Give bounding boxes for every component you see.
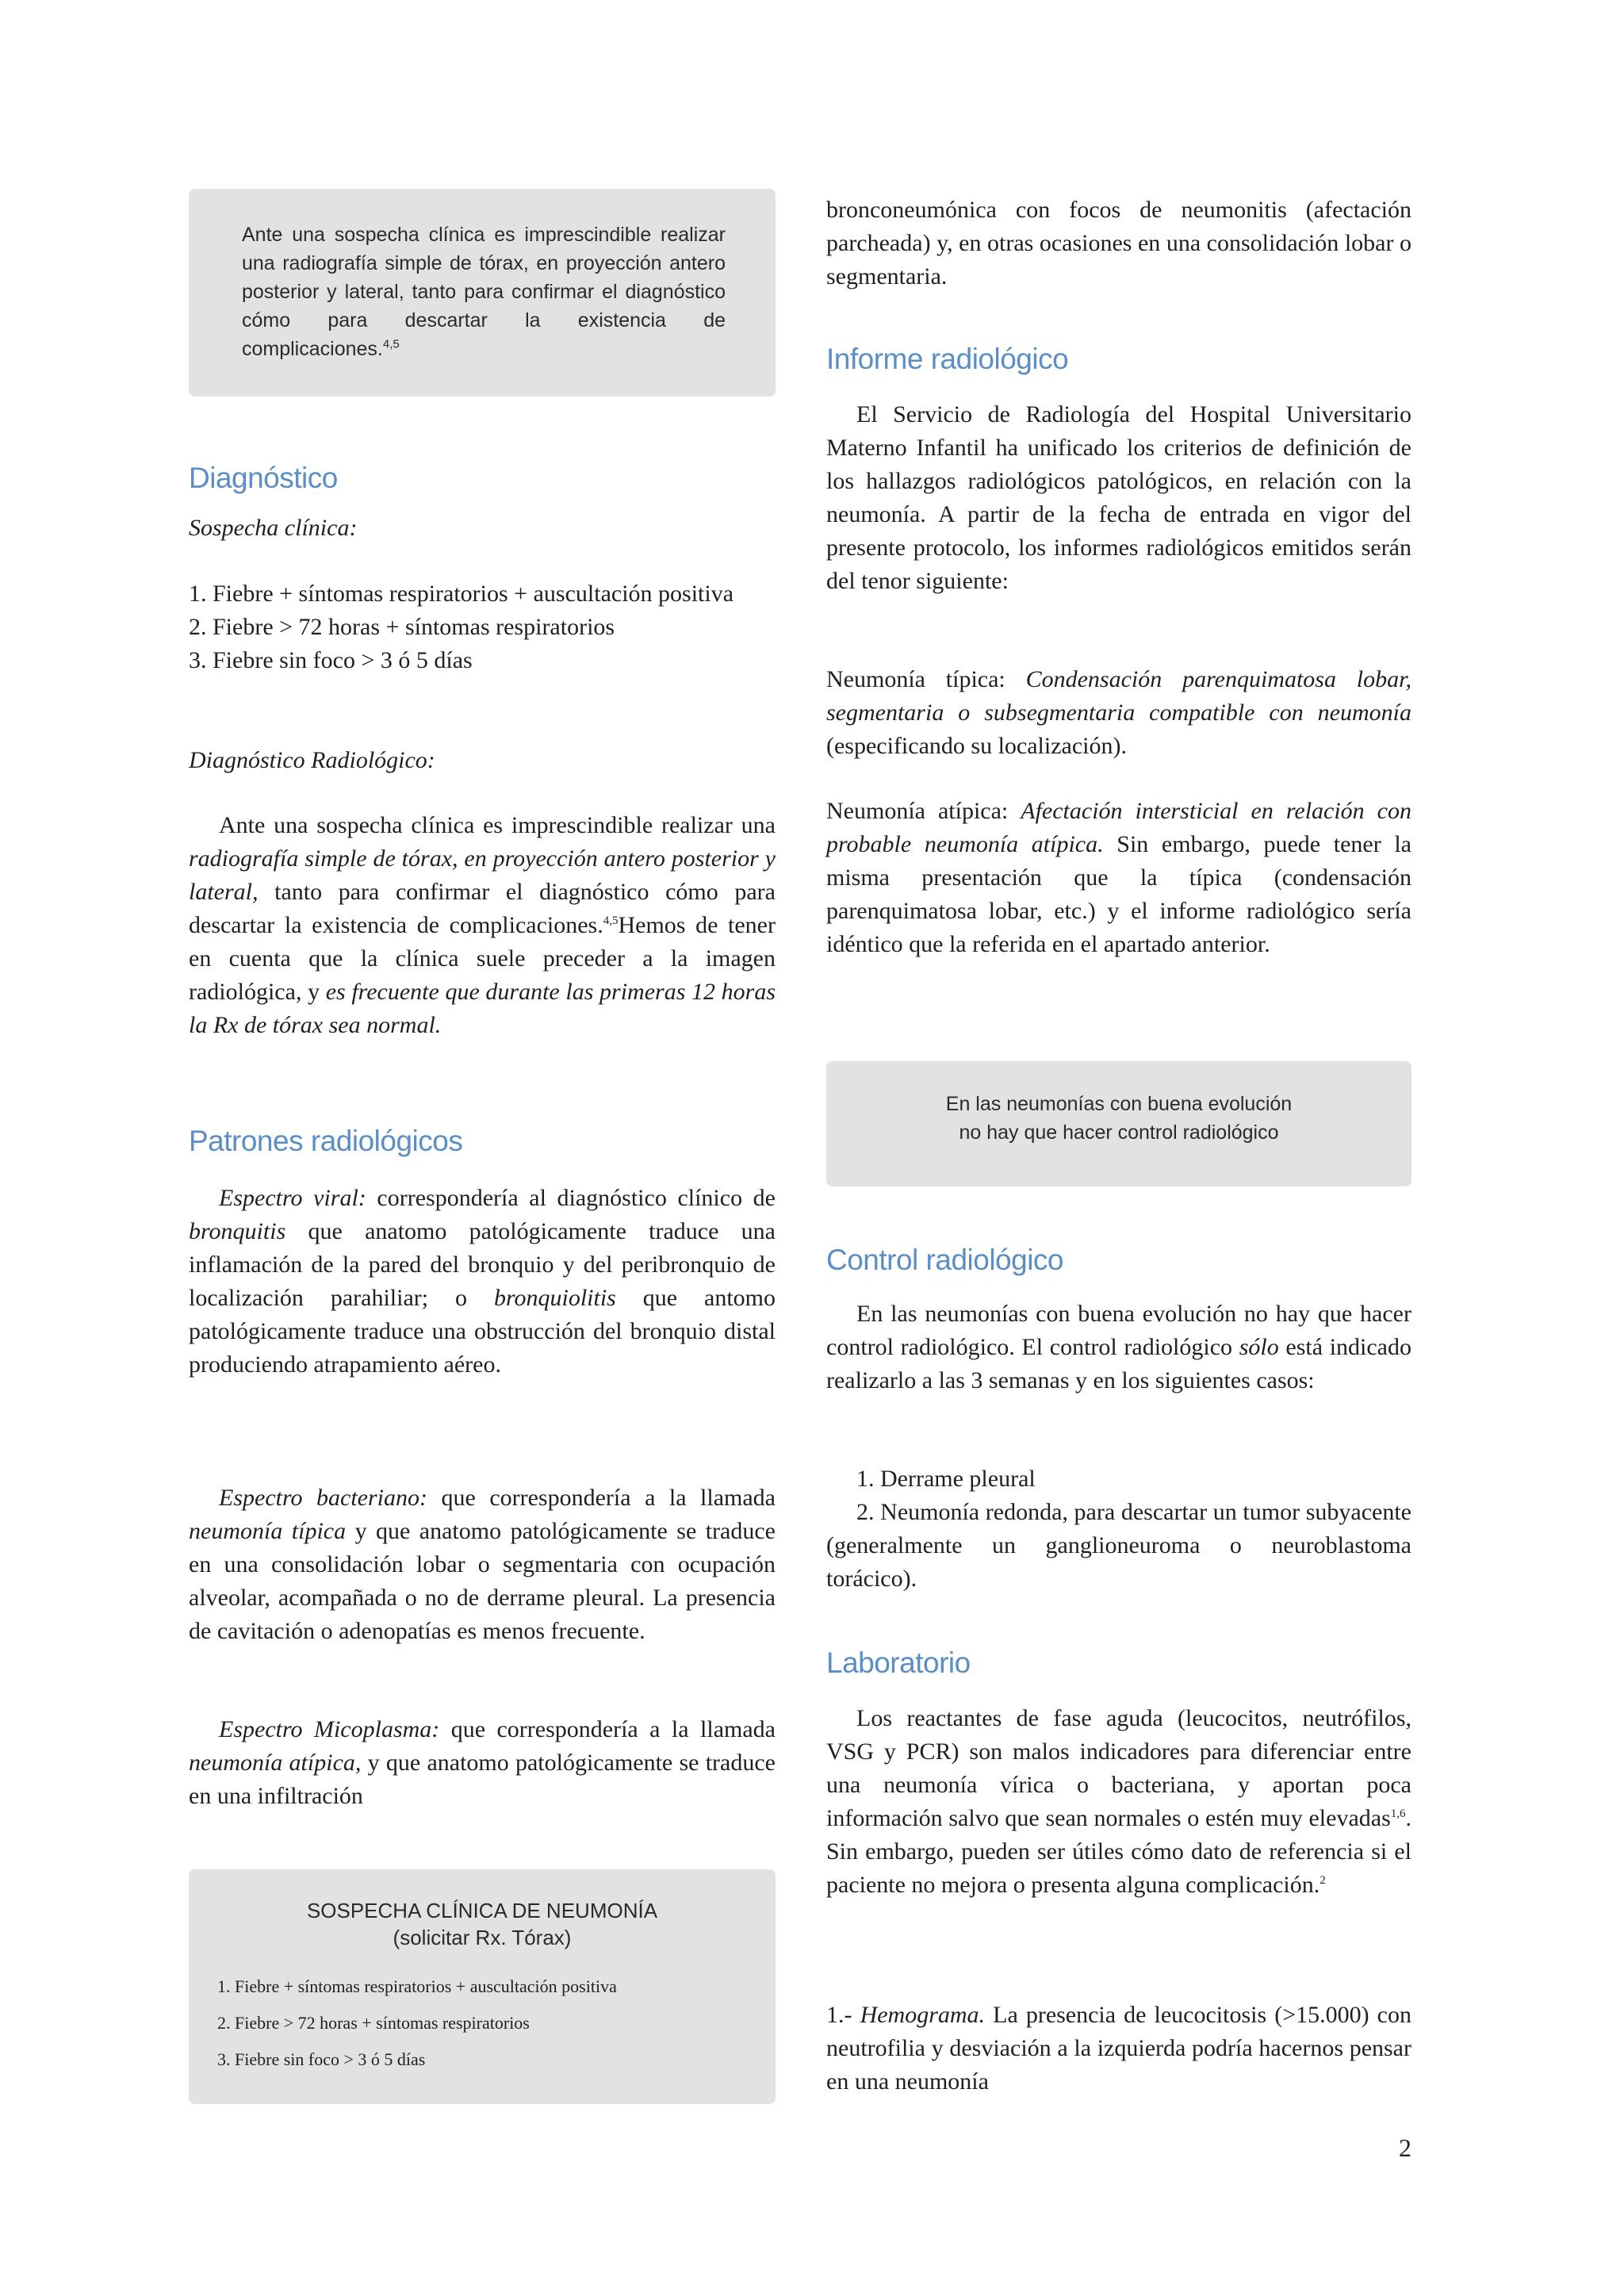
box-subtitle: (solicitar Rx. Tórax): [393, 1926, 572, 1949]
text-run: . Sin embargo, pueden ser útiles cómo dato de referencia si el paciente no mejora o presenta alguna complicación.: [826, 1805, 1411, 1898]
text-run-italic: Espectro viral:: [219, 1185, 366, 1211]
callout-top-sup: 4,5: [382, 337, 400, 351]
paragraph-intro-right: bronconeumónica con focos de neumonitis (afectación parcheada) y, en otras ocasiones en una consolidación lobar o segmentaria.: [826, 197, 1411, 289]
callout-top-body: Ante una sospecha clínica es imprescindible realizar una radiografía simple de tórax, en proyección antero posterior y lateral, tanto para confirmar el diagnóstico cómo para descartar la existencia de complicaciones.: [242, 224, 726, 360]
box-item-1: 1. Fiebre + síntomas respiratorios + auscultación positiva: [217, 1976, 617, 1996]
text-run-italic: sólo: [1239, 1334, 1279, 1360]
box-item-2: 2. Fiebre > 72 horas + síntomas respiratorios: [217, 2013, 530, 2033]
paragraph-informe: El Servicio de Radiología del Hospital Universitario Materno Infantil ha unificado los criterios de definición de los hallazgos radiológicos patológicos, en relación con la neumonía. A partir de la fecha de entrada en vigor del presente protocolo, los informes radiológicos emitidos serán del tenor siguiente:: [826, 401, 1411, 594]
heading-informe-radiologico: Informe radiológico: [826, 343, 1069, 375]
text-run-italic: Espectro bacteriano:: [219, 1485, 427, 1511]
sospecha-item-3: 3. Fiebre sin foco > 3 ó 5 días: [189, 647, 473, 673]
text-run: Hemos de tener en cuenta que la clínica suele preceder a la imagen radiológica, y: [189, 912, 776, 1005]
box-item-3: 3. Fiebre sin foco > 3 ó 5 días: [217, 2049, 426, 2069]
subheading-sospecha-clinica: Sospecha clínica:: [189, 515, 358, 541]
text-run: Ante una sospecha clínica es imprescindible realizar una: [219, 812, 776, 838]
paragraph-hemograma: [826, 1999, 1411, 2099]
text-run: y que anatomo patológicamente se traduce en una infiltración: [189, 1750, 776, 1809]
superscript: 2: [1320, 1874, 1326, 1887]
paragraph-espectro-viral: [189, 1182, 776, 1382]
text-run: Los reactantes de fase aguda (leucocitos, neutrófilos, VSG y PCR) son malos indicadores para diferenciar entre una neumonía vírica o bacteriana, y aportan poca información salvo que sean normales o estén muy elevadas: [826, 1705, 1411, 1831]
text-run: Neumonía atípica:: [826, 798, 1021, 824]
subheading-diagnostico-radiologico: Diagnóstico Radiológico:: [189, 747, 435, 773]
text-run: está indicado realizarlo a las 3 semanas y en los siguientes casos:: [826, 1334, 1411, 1393]
text-run-italic: Afectación intersticial en relación con probable neumonía atípica.: [826, 798, 1411, 857]
text-run: (especificando su localización).: [826, 733, 1127, 759]
box-title: SOSPECHA CLÍNICA DE NEUMONÍA: [306, 1899, 658, 1922]
sospecha-item-1: 1. Fiebre + síntomas respiratorios + auscultación positiva: [189, 581, 734, 607]
text-run-italic: es frecuente que durante las primeras 12 horas la Rx de tórax sea normal.: [189, 979, 776, 1038]
text-run-italic: neumonía atípica,: [189, 1750, 362, 1776]
superscript: 1,6: [1390, 1807, 1406, 1820]
text-run: La presencia de leucocitosis (>15.000) con neutrofilia y desviación a la izquierda podría hacernos pensar en una neumonía: [826, 2002, 1411, 2095]
heading-laboratorio: Laboratorio: [826, 1646, 971, 1679]
page-number: 2: [1399, 2133, 1411, 2162]
callout-mid-line1: En las neumonías con buena evolución: [945, 1093, 1293, 1115]
text-run: que antomo patológicamente traduce una obstrucción del bronquio distal produciendo atrapamiento aéreo.: [189, 1285, 776, 1378]
text-run: y que anatomo patológicamente se traduce en una consolidación lobar o segmentaria con ocupación alveolar, acompañada o no de derrame pleural. La presencia de cavitación o adenopatías es menos frecuente.: [189, 1518, 776, 1644]
sospecha-item-2: 2. Fiebre > 72 horas + síntomas respiratorios: [189, 614, 615, 640]
heading-diagnostico: Diagnóstico: [189, 462, 338, 494]
text-run-italic: Espectro Micoplasma:: [219, 1716, 440, 1742]
text-run: correspondería al diagnóstico clínico de: [366, 1185, 776, 1211]
text-run: En las neumonías con buena evolución no hay que hacer control radiológico. El control radiológico: [826, 1301, 1411, 1360]
text-run: que correspondería a la llamada: [427, 1485, 776, 1511]
callout-mid-text: [826, 1090, 1411, 1147]
text-run: que correspondería a la llamada: [439, 1716, 776, 1742]
paragraph-espectro-micoplasma: [189, 1713, 776, 1813]
sospecha-list: [189, 577, 776, 677]
heading-patrones-radiologicos: Patrones radiológicos: [189, 1125, 463, 1157]
text-run-italic: Hemograma.: [860, 2002, 986, 2028]
box-list: [189, 1968, 776, 2078]
text-run: 1.-: [826, 2002, 860, 2028]
text-run-italic: bronquitis: [189, 1218, 286, 1244]
paragraph-diagnostico-radiologico: [189, 809, 776, 1042]
text-run: que anatomo patológicamente traduce una inflamación de la pared del bronquio y del peribronquio de localización parahiliar; o: [189, 1218, 776, 1311]
text-run: Neumonía típica:: [826, 666, 1026, 692]
control-item-2: 2. Neumonía redonda, para descartar un tumor subyacente (generalmente un ganglioneuroma o neuroblastoma torácico).: [826, 1499, 1411, 1592]
paragraph-neumonia-atipica: [826, 795, 1411, 961]
text-run-italic: neumonía típica: [189, 1518, 347, 1544]
callout-top-text: [242, 220, 726, 363]
heading-control-radiologico: Control radiológico: [826, 1244, 1064, 1276]
text-run-italic: bronquiolitis: [493, 1285, 616, 1311]
paragraph-laboratorio: [826, 1702, 1411, 1902]
paragraph-espectro-bacteriano: [189, 1481, 776, 1648]
paragraph-neumonia-tipica: [826, 663, 1411, 763]
text-run-italic: radiografía simple de tórax, en proyección antero posterior y lateral,: [189, 845, 776, 905]
text-run: tanto para confirmar el diagnóstico cómo para descartar la existencia de complicaciones.: [189, 879, 776, 938]
control-item-1: 1. Derrame pleural: [856, 1466, 1036, 1492]
superscript: 4,5: [603, 914, 619, 927]
callout-mid-line2: no hay que hacer control radiológico: [959, 1121, 1279, 1144]
box-sospecha-content: [189, 1897, 776, 2078]
paragraph-control: [826, 1297, 1411, 1397]
text-run-italic: Condensación parenquimatosa lobar, segmentaria o subsegmentaria compatible con neumonía: [826, 666, 1411, 726]
text-run: Sin embargo, puede tener la misma presentación que la típica (condensación parenquimatosa lobar, etc.) y el informe radiológico sería idéntico que la referida en el apartado anterior.: [826, 831, 1411, 957]
